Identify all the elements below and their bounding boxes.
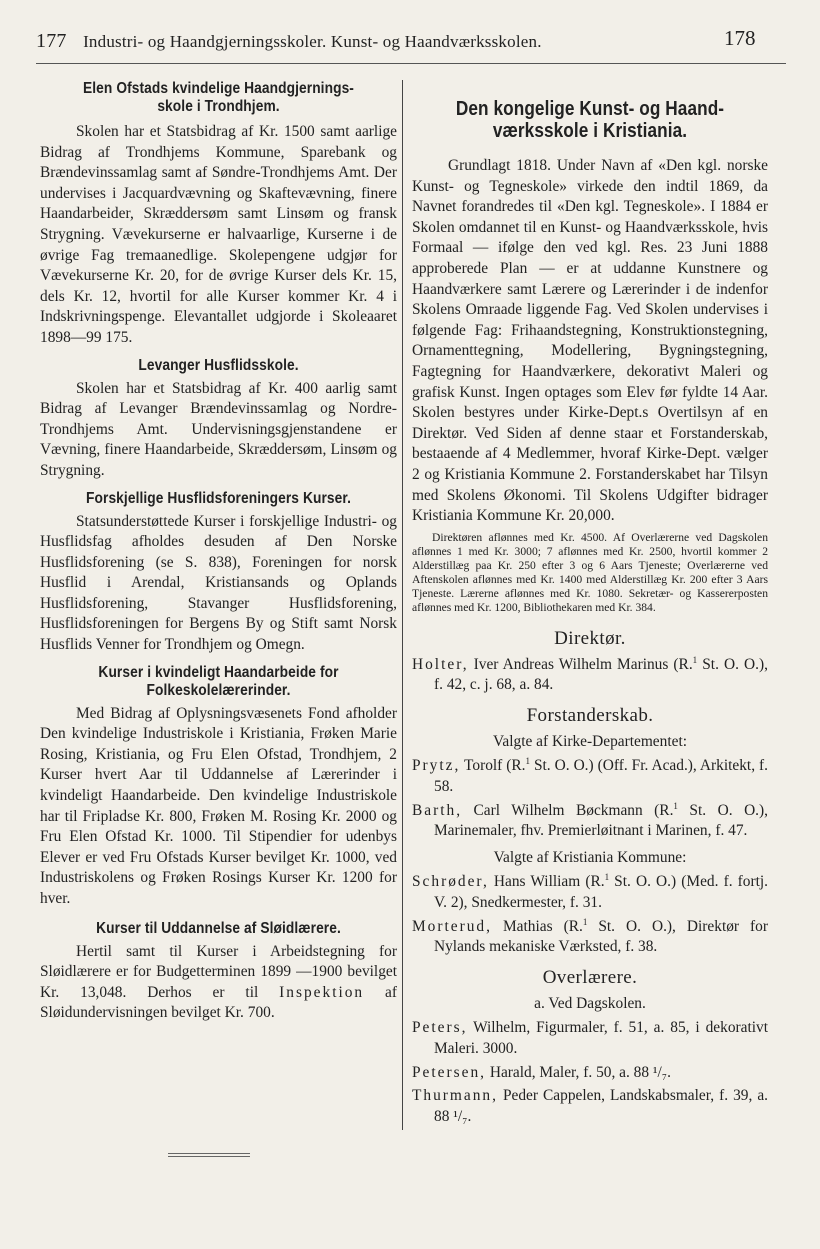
entry-barth: Barth, Carl Wilhelm Bøckmann (R.$^1$ St. O. O.), Marinemaler, fhv. Premierløitnant i Marinen, f. 47. xyxy=(412,800,769,840)
section-body-levanger: Skolen har et Statsbidrag af Kr. 400 aarlig samt Bidrag af Levanger Brændevinssamlag og Nordre-Trondhjems Amt. Undervisningsgjenstandene er Vævning, finere Haandarbeide, Skræddersøm, Linsøm og Strygning. xyxy=(40,379,397,479)
end-rule xyxy=(168,1153,250,1157)
section-title-husflid: Forskjellige Husflidsforeningers Kurser. xyxy=(86,489,351,507)
header-rule xyxy=(36,63,786,64)
section-title-haandarbeide: Kurser i kvindeligt Haandarbeide for Folkeskolelærerinder. xyxy=(98,663,339,699)
section-title-levanger: Levanger Husflidsskole. xyxy=(138,356,299,374)
entry-schroder: Schrøder, Hans William (R.$^1$ St. O. O.) (Med. f. fortj. V. 2), Snedkermester, f. 31. xyxy=(412,872,768,912)
section-body-ofstad: Skolen har et Statsbidrag af Kr. 1500 samt aarlige Bidrag af Trondhjems Kommune, Sparebank og Brændevinssamlag samt af Søndre-Trondhjems Amt. Der undervises i Jacquardvævning og Skaftevævning, finere Haandarbeider, Skræddersøm samt Linsøm og fransk Strygning. Vævekurserne er halvaarlige, Kurserne i de øvrige Fag tremaanedlige. Skolepengene udgjør for Vævekurserne Kr. 20, for de øvrige Kurser dels Kr. 15, dels Kr. 12, hvortil for alle Kurser kommer Kr. 4 i Indskrivningspenge. Elevantallet udgjorde i Skoleaaret 1898—99 175. xyxy=(40,123,397,346)
page-number-left: 177 xyxy=(36,30,67,52)
section-body-sloid: Hertil samt til Kurser i Arbeidstegning for Sløidlærere er for Budgetterminen 1899 —1900 bevilget Kr. 13,048. Derhos er til Inspektion af Sløidundervisningen bevilget Kr. 700. xyxy=(40,942,397,1022)
spaced-word: Inspektion xyxy=(279,983,365,1001)
section-title-sloid: Kurser til Uddannelse af Sløidlærere. xyxy=(96,919,341,937)
section-title-ofstad: Elen Ofstads kvindelige Haandgjernings- skole i Trondhjem. xyxy=(83,80,354,115)
running-header xyxy=(36,30,676,53)
subheading-kirke: Valgte af Kirke-Departementet: xyxy=(493,732,687,750)
entry-holter: Holter, Iver Andreas Wilhelm Marinus (R.$^1$ St. O. O.), f. 42, c. j. 68, a. 84. xyxy=(412,654,768,694)
right-column xyxy=(412,72,768,1130)
left-column xyxy=(40,72,397,1024)
entry-petersen: Petersen, Harald, Maler, f. 50, a. 88 ¹/₇. xyxy=(412,1063,672,1081)
section-title-kunstskole: Den kongelige Kunst- og Haand- værksskole i Kristiania. xyxy=(455,98,725,142)
heading-forstanderskab: Forstanderskab. xyxy=(526,704,654,726)
entry-prytz: Prytz, Torolf (R.$^1$ St. O. O.) (Off. Fr. Acad.), Arkitekt, f. 58. xyxy=(412,756,768,796)
heading-direktor: Direktør. xyxy=(554,627,626,649)
salary-note: Direktøren aflønnes med Kr. 4500. Af Overlærerne ved Dagskolen aflønnes 1 med Kr. 3000; 7 aflønnes med Kr. 2500, hvortil kommer 2 Alderstillæg paa Kr. 250 efter 3 og 6 Aars Tjeneste; Overlærerne ved Aftenskolen aflønnes med Kr. 1400 med Alderstillæg Kr. 200 efter 3 Aars Tjeneste. Lærerne aflønnes med Kr. 1080. Sekretær- og Kassererposten aflønnes med Kr. 1200, Bibliothekaren med Kr. 384. xyxy=(412,530,768,614)
entry-peters: Peters, Wilhelm, Figurmaler, f. 51, a. 85, i dekorativt Maleri. 3000. xyxy=(412,1019,768,1057)
section-body-husflid: Statsunderstøttede Kurser i forskjellige Industri- og Husflidsfag afholdes desuden af Den Norske Husflidsforening (se S. 838), Foreningen for norsk Husflid i Arendal, Kristiansands og Oplands Husflidsforening, Stavanger Husflidsforening, Husflidsforeningen for Bergens By og Stift samt Norsk Husflids Venner for Trondhjem og Omegn. xyxy=(40,512,397,654)
subheading-kommune: Valgte af Kristiania Kommune: xyxy=(493,848,687,866)
column-divider xyxy=(402,80,403,1130)
page-number-right: 178 xyxy=(724,26,756,50)
section-body-haandarbeide: Med Bidrag af Oplysningsvæsenets Fond afholder Den kvindelige Industriskole i Kristiania, Frøken Marie Rosing, Kristiania, og Fru Elen Ofstad, Trondhjem, 2 Kurser hvert Aar til Uddannelse af Lærerinder i kvindeligt Haandarbeide. Den kvindelige Industriskole har til Fripladse Kr. 800, Frøken M. Rosing Kr. 2000 og Fru Elen Ofstad Kr. 1000. Til Stipendier for udenbys Elever er ved Fru Ofstads Kurser bevilget Kr. 1000, ved Industriskolens og Frøken Rosings Kurser Kr. 1200 for hver. xyxy=(40,704,397,907)
running-title: Industri- og Haandgjerningsskoler. Kunst- og Haandværksskolen. xyxy=(83,32,542,51)
section-body-kunstskole: Grundlagt 1818. Under Navn af «Den kgl. norske Kunst- og Tegneskole» virkede den indtil 1869, da Navnet forandredes til «Den kgl. Tegneskole». I 1884 er Skolen omdannet til en Kunst- og Haandværksskole, hvis Formaal — ifølge den ved kgl. Res. 23 Juni 1888 approberede Plan — er at uddanne Kunstnere og Haandværkere samt Lærere og Lærerinder i de indenfor Skolens Omraade liggende Fag. Ved Skolen undervises i følgende Fag: Frihaandstegning, Konstruktionstegning, Ornamenttegning, Modellering, Bygningstegning, Fagtegning for Haandværkere, dekorativt Maleri og grafisk Kunst. Ingen optages som Elev før fyldte 14 Aar. Skolen bestyres under Kirke-Dept.s Overtilsyn af en Direktør. Ved Siden af denne staar et Forstanderskab, bestaaende af 4 Medlemmer, hvoraf Kirke-Dept. vælger 2 og Kristiania Kommune 2. Forstanderskabet har Tilsyn med Skolens Økonomi. Til Skolens Udgifter bidrager Kristiania Kommune Kr. 20,000. xyxy=(412,157,768,525)
subheading-dagskolen: a. Ved Dagskolen. xyxy=(534,994,646,1012)
entry-morterud: Morterud, Mathias (R.$^1$ St. O. O.), Direktør for Nylands mekaniske Værksted, f. 38. xyxy=(412,916,768,956)
entry-thurmann: Thurmann, Peder Cappelen, Landskabsmaler, f. 39, a. 88 ¹/₇. xyxy=(412,1087,768,1125)
heading-overlaerere: Overlærere. xyxy=(542,966,638,988)
